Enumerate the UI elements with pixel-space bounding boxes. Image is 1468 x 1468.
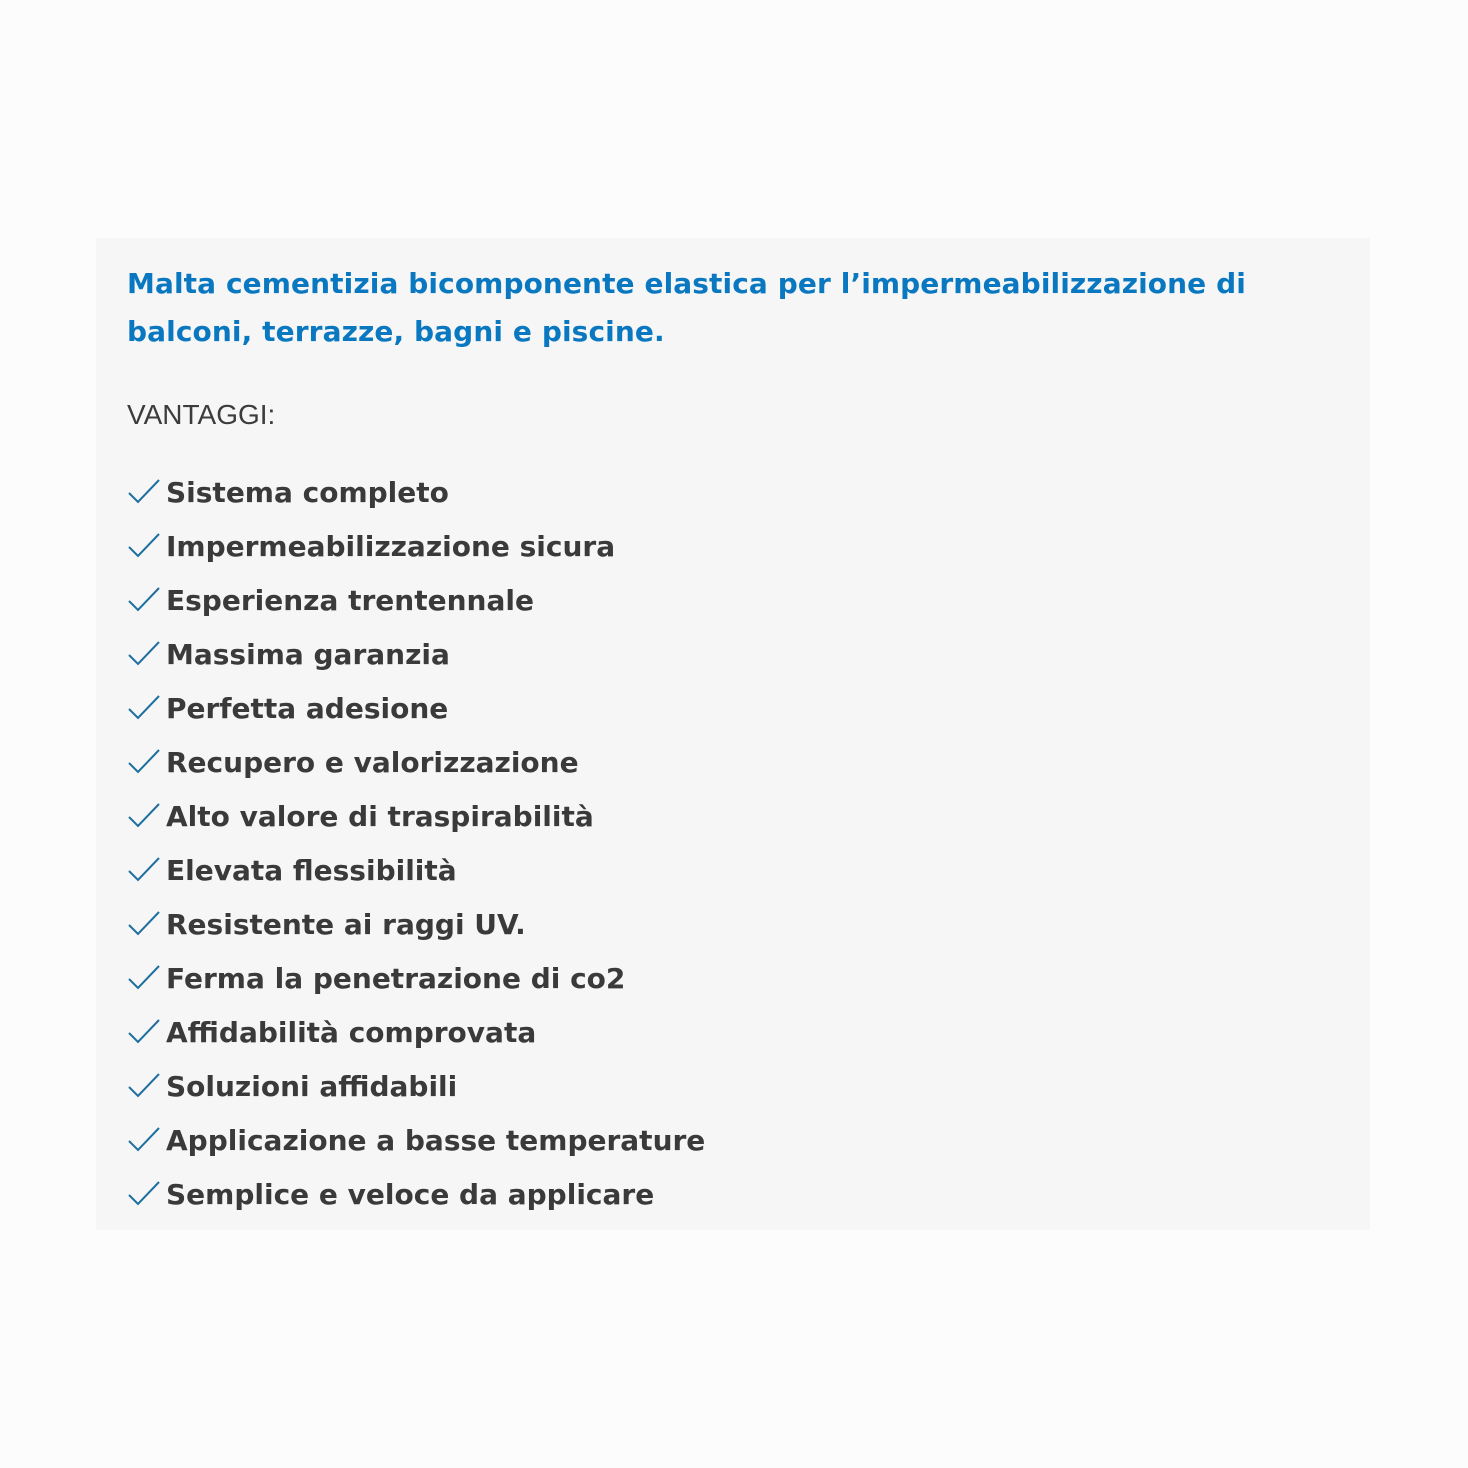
benefit-label: Soluzioni affidabili bbox=[166, 1070, 458, 1103]
benefit-label: Massima garanzia bbox=[166, 638, 450, 671]
check-icon bbox=[127, 478, 163, 508]
list-item bbox=[127, 844, 1339, 898]
benefit-label: Impermeabilizzazione sicura bbox=[166, 530, 616, 563]
list-item bbox=[127, 574, 1339, 628]
benefit-label: Resistente ai raggi UV. bbox=[166, 908, 526, 941]
check-icon bbox=[127, 694, 163, 724]
benefit-label: Sistema completo bbox=[166, 476, 449, 509]
product-headline: Malta cementizia bicomponente elastica per l’impermeabilizzazione di balconi, terrazze, bagni e piscine. bbox=[127, 267, 1246, 348]
benefit-label: Semplice e veloce da applicare bbox=[166, 1178, 655, 1211]
check-icon bbox=[127, 1018, 163, 1048]
benefit-label: Recupero e valorizzazione bbox=[166, 746, 579, 779]
product-description-panel bbox=[96, 238, 1370, 1230]
check-icon bbox=[127, 856, 163, 886]
check-icon bbox=[127, 964, 163, 994]
list-item bbox=[127, 898, 1339, 952]
list-item bbox=[127, 520, 1339, 574]
check-icon bbox=[127, 640, 163, 670]
list-item bbox=[127, 682, 1339, 736]
list-item bbox=[127, 1168, 1339, 1222]
check-icon bbox=[127, 802, 163, 832]
benefit-label: Esperienza trentennale bbox=[166, 584, 534, 617]
check-icon bbox=[127, 1180, 163, 1210]
check-icon bbox=[127, 748, 163, 778]
list-item bbox=[127, 1006, 1339, 1060]
list-item bbox=[127, 1114, 1339, 1168]
check-icon bbox=[127, 910, 163, 940]
list-item bbox=[127, 952, 1339, 1006]
list-item bbox=[127, 1060, 1339, 1114]
benefit-label: Applicazione a basse temperature bbox=[166, 1124, 706, 1157]
check-icon bbox=[127, 1126, 163, 1156]
benefit-label: Perfetta adesione bbox=[166, 692, 449, 725]
check-icon bbox=[127, 1072, 163, 1102]
list-item bbox=[127, 736, 1339, 790]
list-item bbox=[127, 628, 1339, 682]
benefit-label: Elevata flessibilità bbox=[166, 854, 457, 887]
check-icon bbox=[127, 586, 163, 616]
benefit-label: Affidabilità comprovata bbox=[166, 1016, 537, 1049]
check-icon bbox=[127, 532, 163, 562]
benefit-list bbox=[127, 466, 1339, 1222]
advantages-heading: VANTAGGI: bbox=[127, 399, 276, 430]
benefit-label: Alto valore di traspirabilità bbox=[166, 800, 594, 833]
benefit-label: Ferma la penetrazione di co2 bbox=[166, 962, 626, 995]
list-item bbox=[127, 790, 1339, 844]
list-item bbox=[127, 466, 1339, 520]
